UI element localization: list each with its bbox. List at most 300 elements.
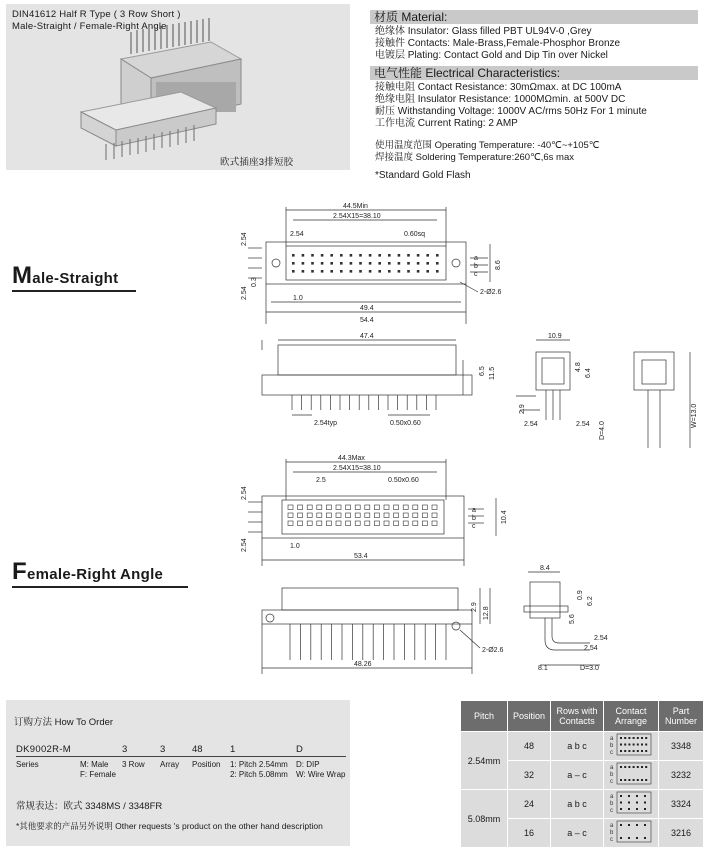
arrange-pin — [637, 779, 639, 781]
arrange-pin — [644, 795, 646, 797]
arrange-pin — [637, 744, 639, 746]
arrange-pin — [624, 766, 626, 768]
male-row-c: c — [474, 271, 478, 278]
arrange-pin — [628, 808, 630, 810]
female-dim-2-9: 2.9 — [471, 602, 478, 612]
male-pin — [436, 254, 439, 257]
th-pitch: Pitch — [461, 701, 508, 732]
arrange-row-letter: c — [610, 808, 613, 814]
female-contact — [374, 505, 379, 510]
male-pin — [436, 262, 439, 265]
order-code-array: 3 — [160, 744, 166, 755]
male-pin — [359, 262, 362, 265]
male-pin — [388, 254, 391, 257]
male-title-rest: ale-Straight — [32, 270, 119, 287]
female-contact — [374, 513, 379, 518]
male-pin — [378, 270, 381, 273]
male-row-b: b — [474, 263, 478, 270]
male-pin — [369, 270, 372, 273]
male-dim-6-4: 6.4 — [585, 368, 592, 378]
male-pin — [417, 262, 420, 265]
male-side-labels — [519, 333, 698, 440]
cell-part: 3324 — [659, 790, 704, 819]
order-label-dip: D: DIP — [296, 760, 320, 769]
male-front-view — [262, 340, 472, 415]
male-pin — [388, 270, 391, 273]
female-row-c: c — [472, 523, 476, 530]
female-contact — [394, 505, 399, 510]
male-leg-row — [292, 395, 436, 410]
arrange-pin — [633, 737, 635, 739]
female-contact — [403, 505, 408, 510]
female-row-a: a — [472, 507, 476, 514]
material-line-2: 接触件 Contacts: Male-Brass,Female-Phosphor Bronze — [375, 38, 621, 49]
arrange-pin — [641, 737, 643, 739]
cell-position: 24 — [508, 790, 551, 819]
th-part: Part Number — [659, 701, 704, 732]
female-dim-12-8: 12.8 — [483, 606, 490, 620]
female-dim-2-54-left2: 2.54 — [241, 538, 248, 552]
female-dim-2-54-b: 2.54 — [584, 645, 598, 652]
arrange-pin — [636, 802, 638, 804]
female-dim-2-54-a: 2.54 — [594, 635, 608, 642]
temp-line-1: 使用温度范围 Operating Temperature: -40℃~+105℃ — [375, 140, 600, 151]
male-dim-2-9: 2.9 — [519, 404, 526, 414]
cell-part: 3348 — [659, 732, 704, 761]
cell-position: 16 — [508, 819, 551, 848]
order-label-row: 3 Row — [122, 760, 145, 769]
male-side-view-2 — [634, 352, 690, 448]
female-contact — [317, 505, 322, 510]
male-pin — [359, 270, 362, 273]
arrange-pin — [628, 824, 630, 826]
male-title-cap: M — [12, 262, 33, 289]
male-dim-2-54typ: 2.54typ — [314, 420, 337, 427]
male-pin — [330, 262, 333, 265]
female-dim-0-50x0-60: 0.50x0.60 — [388, 477, 419, 484]
female-contact — [317, 521, 322, 526]
arrange-pin — [628, 837, 630, 839]
order-code-gender: M — [62, 744, 71, 755]
female-contact — [413, 505, 418, 510]
electrical-header: 电气性能 Electrical Characteristics: — [370, 66, 698, 80]
male-pin — [292, 270, 295, 273]
arrange-pin — [624, 737, 626, 739]
arrange-pin — [620, 750, 622, 752]
male-pin — [311, 270, 314, 273]
order-title: 订购方法 How To Order — [14, 717, 114, 728]
cell-arrange — [604, 819, 659, 848]
female-contact — [394, 521, 399, 526]
th-position: Position — [508, 701, 551, 732]
male-dim-54-4: 54.4 — [360, 317, 374, 324]
female-contact — [317, 513, 322, 518]
arrange-pin — [645, 737, 647, 739]
order-code-dash: - — [59, 744, 63, 755]
male-pin — [398, 262, 401, 265]
order-label-wirewrap: W: Wire Wrap — [296, 770, 346, 779]
contact-arrange-icon — [608, 733, 654, 757]
order-code — [16, 744, 71, 755]
order-label-array: Array — [160, 760, 180, 769]
arrange-pin — [620, 824, 622, 826]
female-dim-0-9: 0.9 — [577, 590, 584, 600]
male-dim-w-13-0: W=13.0 — [691, 403, 698, 428]
cell-part: 3232 — [659, 761, 704, 790]
arrange-row-letter: c — [610, 779, 613, 785]
arrange-row-letter: a — [610, 765, 614, 771]
female-contact — [336, 513, 341, 518]
male-pin — [292, 262, 295, 265]
male-pin — [302, 254, 305, 257]
order-label-position: Position — [192, 760, 221, 769]
male-pin — [398, 254, 401, 257]
female-dim-53-4: 53.4 — [354, 553, 368, 560]
arrange-pin — [620, 744, 622, 746]
arrange-pin — [633, 766, 635, 768]
order-common: 常规表达：欧式 3348MS / 3348FR — [16, 801, 163, 812]
female-dim-2-5: 2.5 — [316, 477, 326, 484]
cell-pitch: 2.54mm — [461, 732, 508, 790]
contact-arrange-icon — [608, 762, 654, 786]
female-dim-8-4: 8.4 — [540, 565, 550, 572]
arrange-pin — [628, 795, 630, 797]
arrange-pin — [636, 824, 638, 826]
arrange-pin — [645, 779, 647, 781]
female-row-b: b — [472, 515, 476, 522]
table-row — [461, 732, 704, 761]
male-dim-8-6: 8.6 — [495, 260, 502, 270]
electrical-line-4: 工作电流 Current Rating: 2 AMP — [375, 118, 518, 129]
arrange-pin — [620, 802, 622, 804]
arrange-pin — [644, 802, 646, 804]
male-pin — [407, 262, 410, 265]
female-contact — [355, 505, 360, 510]
female-dim-2-54-left1: 2.54 — [241, 486, 248, 500]
female-title-cap: F — [12, 558, 27, 585]
arrange-pin — [644, 808, 646, 810]
order-code-term: D — [296, 744, 303, 755]
female-front-labels — [354, 602, 504, 668]
arrange-pin — [620, 766, 622, 768]
female-contact — [413, 513, 418, 518]
part-number-table — [460, 700, 704, 848]
female-contact — [384, 521, 389, 526]
male-dim-2-54-b: 2.54 — [576, 421, 590, 428]
female-dim-10-4: 10.4 — [501, 510, 508, 524]
male-pin — [388, 262, 391, 265]
male-pin — [378, 262, 381, 265]
male-pin — [426, 262, 429, 265]
arrange-pin — [645, 744, 647, 746]
order-code-position: 48 — [192, 744, 203, 755]
male-pin — [426, 254, 429, 257]
female-dim-1-0: 1.0 — [290, 543, 300, 550]
male-pin — [311, 262, 314, 265]
arrange-pin — [633, 744, 635, 746]
electrical-line-1: 接触电阻 Contact Resistance: 30mΩmax. at DC 100mA — [375, 82, 622, 93]
order-label-female: F: Female — [80, 770, 117, 779]
female-contact — [413, 521, 418, 526]
female-contact — [422, 521, 427, 526]
female-contact — [298, 505, 303, 510]
female-contact — [355, 513, 360, 518]
female-front-view — [262, 588, 490, 674]
arrange-pin — [637, 766, 639, 768]
male-pin — [407, 270, 410, 273]
arrange-pin — [620, 795, 622, 797]
female-contact — [346, 521, 351, 526]
male-dim-2-54-a: 2.54 — [524, 421, 538, 428]
male-dim-6-5: 6.5 — [479, 366, 486, 376]
arrange-row-letter: b — [610, 801, 614, 807]
male-pin — [417, 254, 420, 257]
male-dim-2-54-top: 2.54 — [290, 231, 304, 238]
arrange-pin — [645, 766, 647, 768]
male-dim-0-3: 0.3 — [251, 277, 258, 287]
order-label-series: Series — [16, 760, 39, 769]
cell-part: 3216 — [659, 819, 704, 848]
arrange-pin — [628, 744, 630, 746]
female-dim-48-26: 48.26 — [354, 661, 372, 668]
arrange-pin — [628, 766, 630, 768]
male-dim-1-0: 1.0 — [293, 295, 303, 302]
arrange-pin — [641, 779, 643, 781]
standard-note: *Standard Gold Flash — [375, 170, 471, 181]
female-dim-8-1: 8.1 — [538, 665, 548, 672]
male-front-labels — [314, 333, 496, 427]
female-dim-d-3-0: D=3.0 — [580, 665, 599, 672]
arrange-pin — [620, 808, 622, 810]
arrange-pin — [624, 750, 626, 752]
arrange-pin — [628, 802, 630, 804]
male-dim-0-60sq: 0.60sq — [404, 231, 426, 238]
male-dim-0-50x0-60: 0.50x0.60 — [390, 420, 421, 427]
male-pin — [407, 254, 410, 257]
arrange-pin — [628, 750, 630, 752]
arrange-row-letter: c — [610, 750, 613, 756]
order-label-pitch1: 1: Pitch 2.54mm — [230, 760, 288, 769]
arrange-pin — [636, 808, 638, 810]
female-contact — [365, 513, 370, 518]
cell-position: 48 — [508, 732, 551, 761]
male-pin — [292, 254, 295, 257]
electrical-line-3: 耐压 Withstanding Voltage: 1000V AC/rms 50Hz For 1 minute — [375, 106, 647, 117]
male-pin — [359, 254, 362, 257]
order-code-series: DK9002R — [16, 744, 60, 755]
female-contact — [307, 505, 312, 510]
male-pin — [436, 270, 439, 273]
male-dim-11-5: 11.5 — [489, 366, 496, 380]
male-pin — [378, 254, 381, 257]
arrange-pin — [637, 750, 639, 752]
female-contact — [307, 521, 312, 526]
male-pin — [398, 270, 401, 273]
cell-rows: a – c — [551, 819, 604, 848]
material-line-1: 绝缘体 Insulator: Glass filled PBT UL94V-0 ,Grey — [375, 26, 592, 37]
male-pin — [340, 262, 343, 265]
female-contact — [432, 513, 437, 518]
female-contact — [288, 505, 293, 510]
material-header: 材质 Material: — [370, 10, 698, 24]
male-pin — [311, 254, 314, 257]
female-contact — [288, 513, 293, 518]
male-pin — [302, 262, 305, 265]
female-contact — [346, 505, 351, 510]
female-contact — [307, 513, 312, 518]
arrange-row-letter: b — [610, 772, 614, 778]
female-leg-row — [290, 624, 446, 660]
female-top-view — [248, 459, 496, 566]
male-row-a: a — [474, 255, 478, 262]
female-dim-6-2: 6.2 — [587, 596, 594, 606]
female-contact — [326, 521, 331, 526]
arrange-pin — [620, 779, 622, 781]
male-pin — [330, 270, 333, 273]
female-contact — [384, 513, 389, 518]
female-contact — [432, 521, 437, 526]
arrange-row-letter: b — [610, 830, 614, 836]
male-pin — [350, 254, 353, 257]
male-dim-49-4: 49.4 — [360, 305, 374, 312]
male-pin — [340, 270, 343, 273]
arrange-pin — [641, 750, 643, 752]
male-dim-44-5: 44.5Min — [343, 203, 368, 210]
electrical-line-2: 绝缘电阻 Insulator Resistance: 1000MΩmin. at 500V DC — [375, 94, 626, 105]
arrange-pin — [633, 779, 635, 781]
female-pin-grid — [288, 505, 437, 526]
female-contact — [432, 505, 437, 510]
order-label-male: M: Male — [80, 760, 109, 769]
arrange-row-letter: b — [610, 743, 614, 749]
th-arrange: Contact Arrange — [604, 701, 659, 732]
arrange-row-letter: c — [610, 837, 613, 843]
order-note: *其他要求的产品另外说明 Other requests 's product on the other hand description — [16, 821, 323, 831]
arrange-pin — [620, 837, 622, 839]
male-pin — [417, 270, 420, 273]
table-row — [461, 790, 704, 819]
arrange-pin — [636, 837, 638, 839]
female-contact — [326, 505, 331, 510]
cell-pitch: 5.08mm — [461, 790, 508, 848]
male-dim-2-phi-2-6: 2-Ø2.6 — [480, 289, 502, 296]
male-pin — [302, 270, 305, 273]
cell-arrange — [604, 761, 659, 790]
male-dim-2-54-left1: 2.54 — [241, 232, 248, 246]
order-code-row: 3 — [122, 744, 128, 755]
female-contact — [355, 521, 360, 526]
female-dim-2-phi-2-6: 2-Ø2.6 — [482, 647, 504, 654]
photo-title-line2: Male-Straight / Female-Right Angle — [12, 21, 167, 32]
male-pin-grid — [292, 254, 439, 273]
arrange-pin — [641, 744, 643, 746]
male-pin — [340, 254, 343, 257]
how-to-order-panel — [6, 700, 350, 846]
arrange-pin — [624, 779, 626, 781]
male-pin — [330, 254, 333, 257]
female-contact — [422, 513, 427, 518]
male-pin — [369, 254, 372, 257]
male-dim-d-4-0: D=4.0 — [599, 421, 606, 440]
th-rows: Rows with Contacts — [551, 701, 604, 732]
female-dim-2-54x15: 2.54X15=38.10 — [333, 465, 381, 472]
male-pin — [321, 270, 324, 273]
arrange-pin — [636, 795, 638, 797]
female-contact — [336, 521, 341, 526]
female-contact — [403, 521, 408, 526]
male-dim-47-4: 47.4 — [360, 333, 374, 340]
male-pin — [350, 270, 353, 273]
order-label-pitch2: 2: Pitch 5.08mm — [230, 770, 288, 779]
arrange-pin — [628, 779, 630, 781]
arrange-row-letter: a — [610, 736, 614, 742]
male-pin — [369, 262, 372, 265]
arrange-pin — [641, 766, 643, 768]
cell-arrange — [604, 732, 659, 761]
cell-rows: a b c — [551, 732, 604, 761]
female-contact — [336, 505, 341, 510]
order-code-pitch: 1 — [230, 744, 236, 755]
male-pin — [426, 270, 429, 273]
contact-arrange-icon — [608, 820, 654, 844]
female-contact — [326, 513, 331, 518]
male-pin — [321, 254, 324, 257]
female-contact — [365, 505, 370, 510]
female-contact — [298, 521, 303, 526]
female-contact — [288, 521, 293, 526]
female-contact — [374, 521, 379, 526]
arrange-pin — [620, 737, 622, 739]
arrange-row-letter: a — [610, 794, 614, 800]
contact-arrange-icon — [608, 791, 654, 815]
female-contact — [346, 513, 351, 518]
female-contact — [403, 513, 408, 518]
male-dim-10-9: 10.9 — [548, 333, 562, 340]
cell-arrange — [604, 790, 659, 819]
temp-line-2: 焊接温度 Soldering Temperature:260℃,6s max — [375, 152, 574, 163]
male-pin — [350, 262, 353, 265]
arrange-pin — [628, 737, 630, 739]
cell-position: 32 — [508, 761, 551, 790]
female-contact — [365, 521, 370, 526]
arrange-pin — [633, 750, 635, 752]
cell-rows: a b c — [551, 790, 604, 819]
male-dim-2-54x15: 2.54X15=38.10 — [333, 213, 381, 220]
female-contact — [298, 513, 303, 518]
female-title-rest: emale-Right Angle — [26, 566, 164, 583]
arrange-pin — [637, 737, 639, 739]
female-contact — [394, 513, 399, 518]
female-side-labels — [538, 565, 608, 672]
arrange-pin — [644, 837, 646, 839]
male-dim-2-54-left2: 2.54 — [241, 286, 248, 300]
male-dim-4-8: 4.8 — [575, 362, 582, 372]
female-dim-44-3: 44.3Max — [338, 455, 365, 462]
female-contact — [422, 505, 427, 510]
material-line-3: 电镀层 Plating: Contact Gold and Dip Tin over Nickel — [375, 50, 608, 61]
arrange-pin — [624, 744, 626, 746]
arrange-pin — [645, 750, 647, 752]
male-pin — [321, 262, 324, 265]
arrange-row-letter: a — [610, 823, 614, 829]
female-dim-5-6: 5.6 — [569, 614, 576, 624]
photo-caption: 欧式插座3排短胶 — [220, 157, 294, 168]
cell-rows: a – c — [551, 761, 604, 790]
order-code-underline — [16, 756, 346, 757]
female-contact — [384, 505, 389, 510]
photo-title-line1: DIN41612 Half R Type ( 3 Row Short ) — [12, 9, 181, 20]
arrange-pin — [644, 824, 646, 826]
